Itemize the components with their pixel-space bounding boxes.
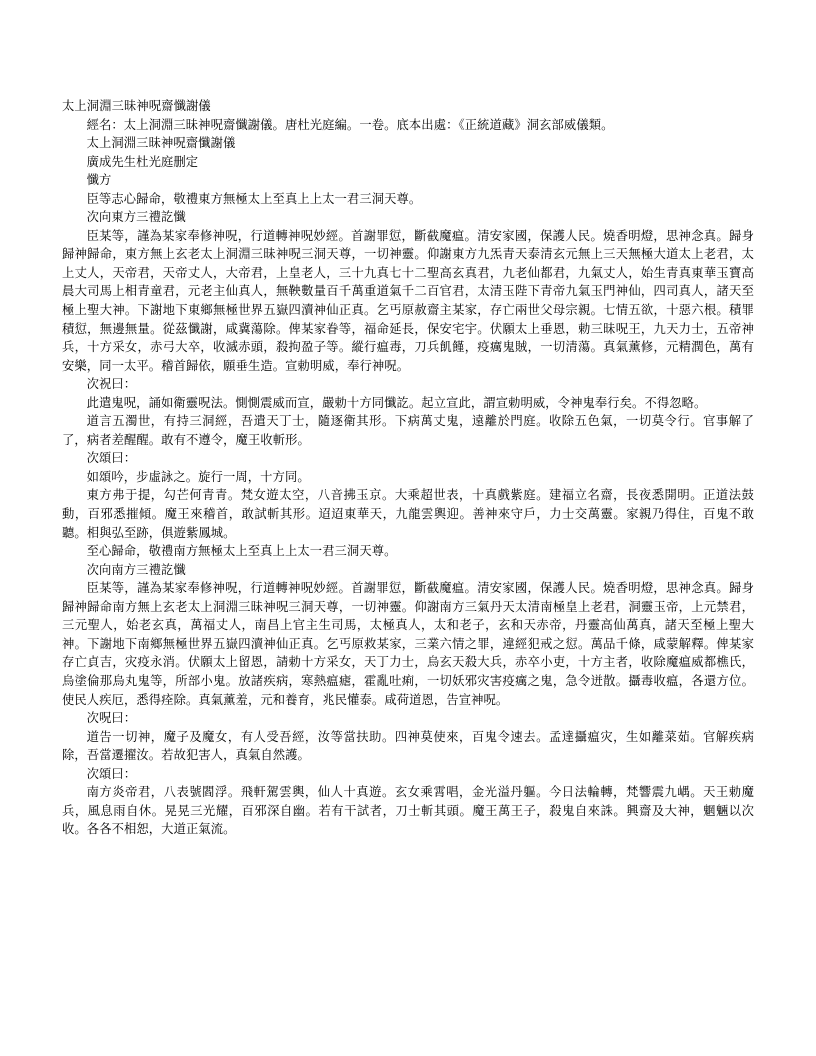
hymn-instruction-1: 如頌吟，步虛詠之。旋行一周，十方同。 [86, 469, 310, 484]
section-chanfang: 懺方 [86, 173, 112, 188]
east-hymn-verse: 東方弗于提，勾芒何青青。梵女遊太空，八音拂玉京。大乘超世表，十真戲紫庭。建福立名齋，長夜悉開明。正道法鼓動，百邪悉摧傾。魔王來稽首，敢試斬其形。迢迢東華天，九龍雲輿迎。善神來守戶，力士交萬靈。家親乃得住，百鬼不敢聽。相與弘至跡，俱遊紫鳳城。 [62, 488, 754, 540]
east-homage: 臣等志心歸命，敬禮東方無極太上至真上上太一君三洞天尊。 [86, 191, 422, 206]
next-invocation-heading-2: 次呪曰： [86, 711, 137, 726]
east-rite-heading: 次向東方三禮訖懺 [86, 210, 186, 225]
title-heading: 太上洞淵三昧神呪齋懺謝儀 [62, 99, 211, 113]
south-confession-body: 臣某等，謹為某家奉修神呪，行道轉神呪妙經。首謝罪愆，斷截魔瘟。清安家國，保護人民。燒香明燈，思神念真。歸身歸神歸命南方無上玄老太上洞淵三昧神呪三洞天尊，一切神靈。仰謝南方三氣丹天太清南極皇上老君，洞靈玉帝，上元禁君，三元聖人，始老玄真，萬福丈人，南昌上官主生司馬，太極真人，太和老子，玄和天赤帝，丹靈高仙萬真，諸天至極上聖大神。下謝地下南鄉無極世界五嶽四瀆神仙正真。乞丐原救某家，三業六情之罪，違經犯戒之愆。萬品千條，咸蒙解釋。俾某家存亡貞吉，灾疫永消。伏願太上留恩，請勅十方采女，天丁力士，烏玄天殺大兵，赤卒小吏，十方主者，收除魔瘟威都樵氏，烏塗倫那烏丸鬼等，所部小鬼。放諸疾病，寒熱瘟瘧，霍亂吐痢，一切妖邪灾害疫癘之鬼，急令迸散。攝毒收瘟，各還方位。使民人疾厄，悉得痊除。真氣薰羞，元和養育，兆民懽泰。咸荷道恩，告宣神呪。 [62, 581, 754, 707]
compiler-line: 廣成先生杜光庭删定 [86, 154, 199, 169]
daoyan-verse: 道言五濁世，有持三洞經，吾遣天丁士，隨逐衛其形。下病萬丈鬼，遠離於門庭。收除五色氣，一切莫令行。官事解了了，病者差醒醒。敢有不遵令，魔王收斬形。 [62, 414, 754, 447]
next-hymn-heading-1: 次頌曰： [86, 451, 137, 466]
south-rite-heading: 次向南方三禮訖懺 [86, 562, 186, 577]
south-hymn-verse: 南方炎帝君，八表號閻浮。飛軒駕雲輿，仙人十真遊。玄女乘霄唱，金光溢丹軀。今日法輪轉，梵響震九嵎。天王勅魔兵，風息雨自休。晃晃三光耀，百邪深自幽。若有干試者，刀士斬其頭。魔王萬王子，殺鬼自來誅。興齋及大神，魍魎以次收。各各不相恕，大道正氣流。 [62, 785, 754, 837]
south-homage: 至心歸命，敬禮南方無極太上至真上上太一君三洞天尊。 [86, 544, 397, 559]
inner-title: 太上洞淵三昧神呪齋懺謝儀 [86, 136, 236, 151]
next-hymn-heading-2: 次頌曰： [86, 766, 137, 781]
next-invocation-body-2: 道告一切神，魔子及魔女，有人受吾經，汝等當扶助。四神莫使來，百鬼令速去。孟達攝瘟灾，生如離菜茹。官解疾病除，吾當遷擢汝。若故犯害人，真氣自然護。 [62, 729, 754, 763]
next-invocation-heading-1: 次祝曰： [86, 377, 137, 392]
bibliographic-note: 經名：太上洞淵三昧神呪齋懺謝儀。唐杜光庭編。一卷。底本出處：《正統道藏》洞玄部威儀類。 [86, 117, 614, 132]
document-body [62, 97, 754, 839]
next-invocation-body-1: 此遣鬼呪，誦如衛靈呪法。惻惻震威而宣，嚴勅十方同懺訖。起立宣此，謂宣勅明威，令神鬼奉行矣。不得忽略。 [86, 395, 707, 410]
east-confession-body: 臣某等，謹為某家奉修神呪，行道轉神呪妙經。首謝罪愆，斷截魔瘟。清安家國，保護人民。燒香明燈，思神念真。歸身歸神歸命，東方無上玄老太上洞淵三昧神呪三洞天尊，一切神靈。仰謝東方九炁青天泰清玄元無上三天無極大道太上老君，太上丈人，天帝君，天帝丈人，大帝君，上皇老人，三十九真七十二聖高玄真君，九老仙都君，九氣丈人，始生青真東華玉寶高晨大司馬上相青童君，元老主仙真人，無鞅數量百千萬重道氣千二百官君，太清玉陛下青帝九氣玉門神仙，四司真人，諸天至極上聖大神。下謝地下東鄉無極世界五嶽四瀆神仙正真。乞丐原赦齋主某家，存亡兩世父母宗親。七情五欲，十惡六根。積罪積愆，無邊無量。從茲懺謝，咸冀蕩除。俾某家眷等，福命延長，保安宅宇。伏願太上垂恩，勅三昧呪王，九天力士，五帝神兵，十方采女，赤弓大卒，收滅赤頭，殺拘盈子等。縱行瘟毒，刀兵飢饉，疫癘鬼賊，一切清蕩。真氣薰修，元精潤色，萬有安樂，同一太平。稽首歸依，願垂生造。宣勅明威，奉行神呪。 [62, 228, 754, 373]
